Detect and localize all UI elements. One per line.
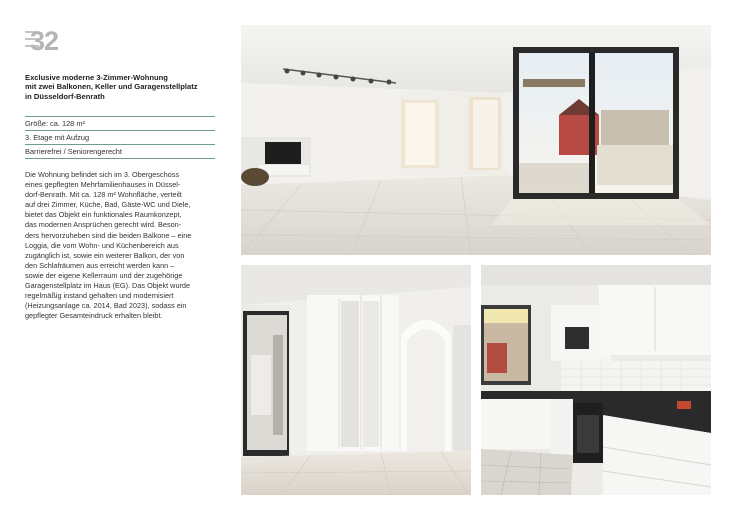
title-line: mit zwei Balkonen, Keller und Garagenstellplatz [25,82,198,92]
description-line: dorf-Benrath. Mit ca. 128 m² Wohnfläche, verteilt [25,190,182,200]
description-line: Loggia, die vom Wohn- und Küchenbereich aus [25,240,179,250]
description-line: Garagenstellplatz im Haus (EG). Das Objekt wurde [25,281,191,291]
description-line: (Heizungsanlage ca. 2014, Bad 2023), sodass ein [25,301,187,311]
description-line: auf drei Zimmer, Küche, Bad, Gäste-WC und Diele, [25,200,191,210]
logo-text: 32 [30,26,59,52]
description-line: das modernen Ansprüchen gerecht wird. Beson- [25,220,182,230]
description-line: Die Wohnung befindet sich im 3. Obergeschoss [25,170,179,179]
listing-description [25,170,225,321]
description-line: den Schlafräumen aus erreicht werden kann – [25,260,175,270]
description-line: gepflegter Gesamteindruck erhalten bleibt. [25,311,163,321]
title-line: in Düsseldorf-Benrath [25,91,105,101]
company-logo [25,26,67,52]
description-line: eines gepflegten Mehrfamilienhauses in Düssel- [25,180,181,190]
photo-kitchen [481,265,711,495]
fact-accessibility: Barrierefrei / Seniorengerecht [25,144,215,159]
description-line: bietet das Objekt ein funktionales Raumkonzept, [25,210,182,220]
key-facts [25,116,215,159]
description-line: zugänglich ist, sowie ein weiterer Balkon, der von [25,250,185,260]
description-line: sowie der eigene Kellerraum und der zugehörige [25,270,183,280]
description-line: ders hervorzuheben sind die beiden Balkone – eine [25,230,192,240]
fact-floor: 3. Etage mit Aufzug [25,130,215,144]
title-line: Exclusive moderne 3-Zimmer-Wohnung [25,73,168,82]
description-line: regelmäßig instand gehalten und modernisiert [25,291,174,301]
company-logo-mark [25,26,67,52]
photo-living-room [241,25,711,255]
photo-hallway [241,265,471,495]
fact-size: Größe: ca. 128 m² [25,116,215,130]
listing-title [25,73,225,101]
